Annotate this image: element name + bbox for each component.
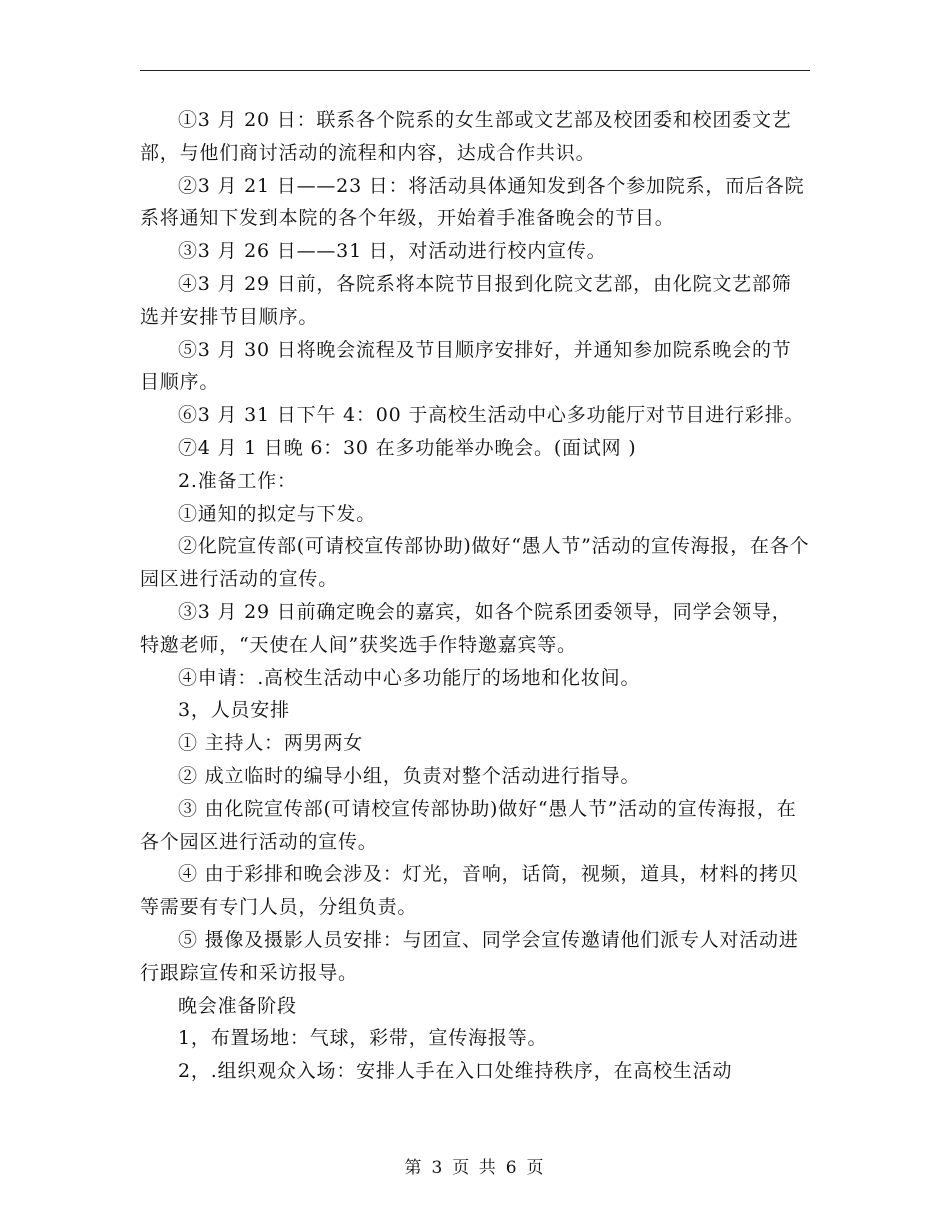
page-footer <box>0 1153 950 1178</box>
page-number: 3 <box>431 1158 445 1178</box>
paragraph: ⑤3 月 30 日将晚会流程及节目顺序安排好，并通知参加院系晚会的节目顺序。 <box>140 338 792 394</box>
paragraph: 1，布置场地：气球，彩带，宣传海报等。 <box>178 1027 548 1050</box>
paragraph: 2，.组织观众入场：安排人手在入口处维持秩序，在高校生活动 <box>178 1060 733 1083</box>
paragraph: ①通知的拟定与下发。 <box>178 502 377 525</box>
header-rule <box>140 70 810 71</box>
paragraph: ③3 月 29 日前确定晚会的嘉宾，如各个院系团委领导，同学会领导，特邀老师，“天使在人间”获奖选手作特邀嘉宾等。 <box>140 600 792 656</box>
paragraph: ④ 由于彩排和晚会涉及：灯光，音响，话筒，视频，道具，材料的拷贝等需要有专门人员，分组负责。 <box>140 863 799 919</box>
paragraph: ④3 月 29 日前，各院系将本院节目报到化院文艺部，由化院文艺部筛选并安排节目顺序。 <box>140 272 792 328</box>
paragraph: ④申请：.高校生活动中心多功能厅的场地和化妆间。 <box>178 666 641 689</box>
page-label-suffix: 页 <box>526 1158 546 1178</box>
paragraph: ②化院宣传部(可请校宣传部协助)做好“愚人节”活动的宣传海报，在各个园区进行活动的宣传。 <box>140 535 810 591</box>
paragraph: ③3 月 26 日——31 日，对活动进行校内宣传。 <box>178 240 607 263</box>
paragraph: ⑤ 摄像及摄影人员安排：与团宣、同学会宣传邀请他们派专人对活动进行跟踪宣传和采访报导。 <box>140 928 799 984</box>
paragraph: ⑦4 月 1 日晚 6：30 在多功能举办晚会。(面试网 ) <box>178 436 637 459</box>
total-pages: 6 <box>505 1158 519 1178</box>
section-heading: 3，人员安排 <box>178 699 290 722</box>
paragraph: ② 成立临时的编导小组，负责对整个活动进行指导。 <box>178 764 641 787</box>
page-label-mid: 页 共 <box>452 1158 498 1178</box>
paragraph: ① 主持人：两男两女 <box>178 732 364 755</box>
section-heading: 晚会准备阶段 <box>178 994 297 1017</box>
paragraph: ②3 月 21 日——23 日：将活动具体通知发到各个参加院系，而后各院系将通知下发到本院的各个年级，开始着手准备晚会的节目。 <box>140 174 805 230</box>
document-body <box>140 104 810 1088</box>
section-heading: 2.准备工作： <box>178 469 297 492</box>
paragraph: ⑥3 月 31 日下午 4：00 于高校生活动中心多功能厅对节目进行彩排。 <box>178 404 805 427</box>
page-label-prefix: 第 <box>404 1158 424 1178</box>
paragraph: ①3 月 20 日：联系各个院系的女生部或文艺部及校团委和校团委文艺部，与他们商讨活动的流程和内容，达成合作共识。 <box>140 109 792 164</box>
paragraph: ③ 由化院宣传部(可请校宣传部协助)做好“愚人节”活动的宣传海报，在各个园区进行活动的宣传。 <box>140 797 797 853</box>
